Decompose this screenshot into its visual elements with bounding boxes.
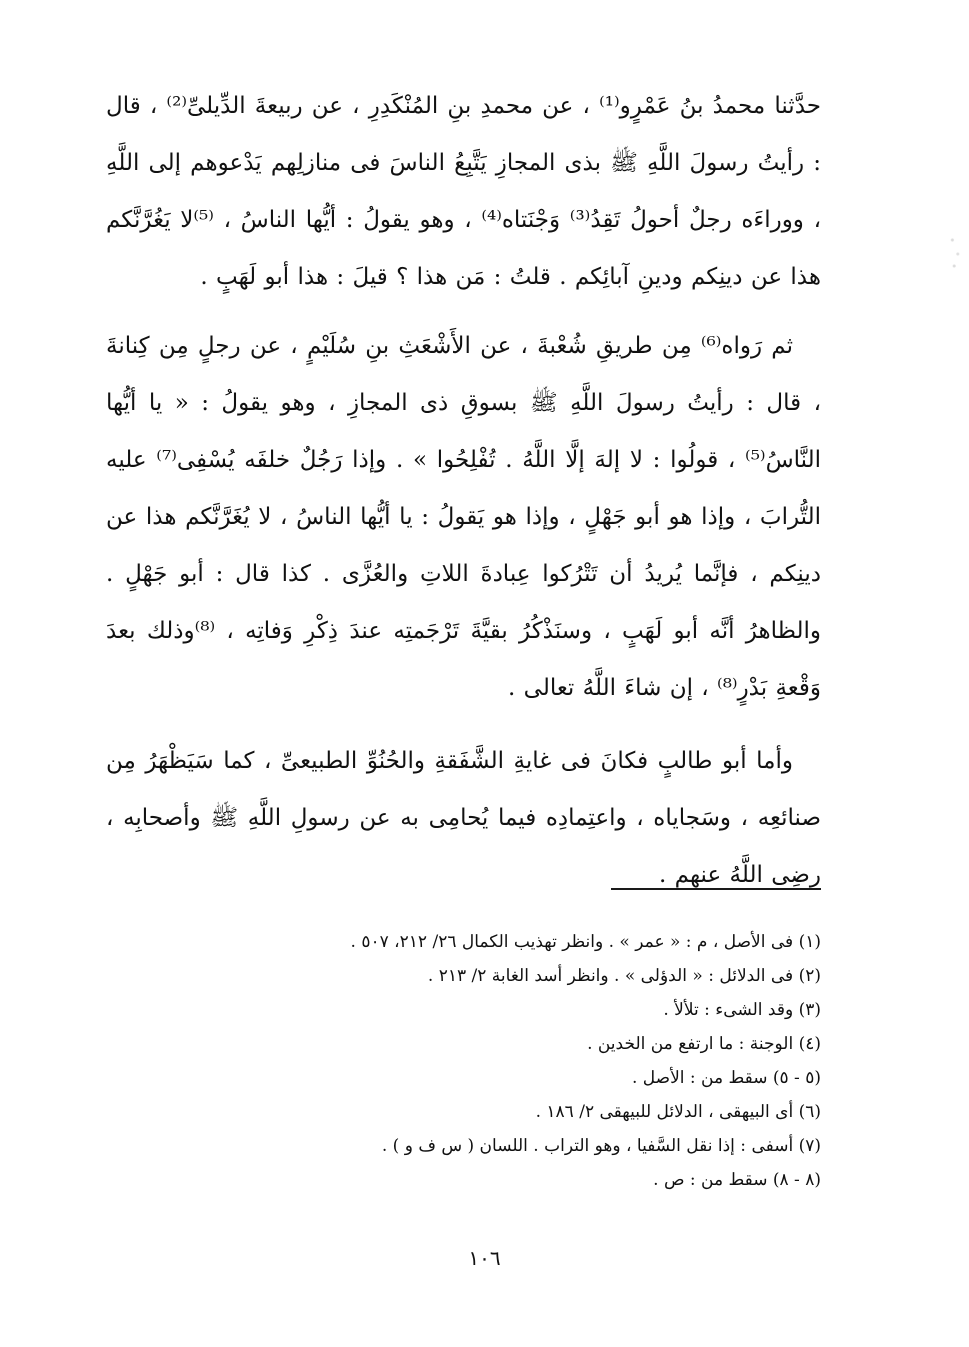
footnote-divider (611, 888, 821, 890)
paragraph-2: ثم رَواه⁽⁶⁾ مِن طريقِ شُعْبةَ ، عن الأَشْعَثِ بنِ سُلَيْمٍ ، عن رجلٍ مِن كِنانةَ ، قال : رأيتُ رسولَ اللَّهِ ﷺ بسوقِ ذى المجازِ ، وهو يقولُ : « يا أيُّها النَّاسُ⁽⁵⁾ ، قولُوا : لا إلهَ إلَّا اللَّهُ . تُفْلِحُوا » . وإذا رَجُلٌ خلفَه يُسْفِى⁽⁷⁾ عليه التُّرابَ ، وإذا هو أبو جَهْلٍ ، وإذا هو يَقولُ : يا أيُّها الناسُ ، لا يُغَرَّنَّكم هذا عن دينِكم ، فإنَّما يُريدُ أن تَتْرُكوا عِبادةَ اللاتِ والعُزَّى . كذا قال : أبو جَهْلٍ . والظاهرُ أنَّه أبو لَهَبٍ ، وسنَذْكُرُ بقيَّةَ تَرْجَمتِه عندَ ذِكْرِ وَفاتِه ، ⁽⁸⁾وذلك بعدَ وَقْعةِ بَدْرٍ⁽⁸⁾ ، إن شاءَ اللَّهُ تعالى . (106, 333, 821, 701)
footnote-8: (٨ - ٨) سقط من : ص . (653, 1170, 821, 1190)
page-number: ١٠٦ (468, 1246, 501, 1270)
main-text (106, 78, 821, 904)
footnotes-list (106, 925, 821, 1197)
paragraph-1: حدَّثنا محمدُ بنُ عَمْرٍو⁽¹⁾ ، عن محمدِ بنِ المُنْكَدِرِ ، عن ربيعةَ الدِّيلىِّ⁽²⁾ ، قال : رأيتُ رسولَ اللَّهِ ﷺ بذى المجازِ يَتَّبِعُ الناسَ فى منازلِهم يَدْعوهم إلى اللَّهِ ، ووراءَه رجلٌ أحولُ تَقِدُ⁽³⁾ وَجْنَتاه⁽⁴⁾ ، وهو يقولُ : أيُّها الناسُ ، ⁽⁵⁾لا يَغُرَّنَّكم هذا عن دينِكم ودينِ آبائِكم . قلتُ : مَن هذا ؟ قيلَ : هذا أبو لَهَبٍ . (106, 93, 821, 290)
paragraph-3: وأما أبو طالبٍ فكانَ فى غايةِ الشَّفَقةِ والحُنُوِّ الطبيعىِّ ، كما سَيَظْهَرُ مِن صنائعِه ، وسَجاياه ، واعتِمادِه فيما يُحامِى به عن رسولِ اللَّهِ ﷺ وأصحابِه ، رضِى اللَّهُ عنهم . (106, 748, 821, 888)
footnote-5: (٥ - ٥) سقط من : الأصل . (631, 1068, 821, 1088)
footnote-2: (٢) فى الدلائل : « الدؤلى » . وانظر أسد الغابة ٢/ ٢١٣ . (427, 966, 821, 986)
footnote-3: (٣) وقد الشىء : تلألأ . (663, 1000, 821, 1020)
footnote-7: (٧) أسفى : إذا نقل السَّفيا ، وهو التراب . اللسان ( س ف و ) . (381, 1136, 821, 1156)
scan-speck (947, 232, 965, 272)
footnote-1: (١) فى الأصل ، م : « عمر » . وانظر تهذيب الكمال ٢٦/ ٢١٢، ٥٠٧ . (350, 932, 821, 952)
footnote-6: (٦) أى البيهقى ، الدلائل للبيهقى ٢/ ١٨٦ . (535, 1102, 821, 1122)
footnote-4: (٤) الوجنة : ما ارتفع من الخدين . (587, 1034, 821, 1054)
